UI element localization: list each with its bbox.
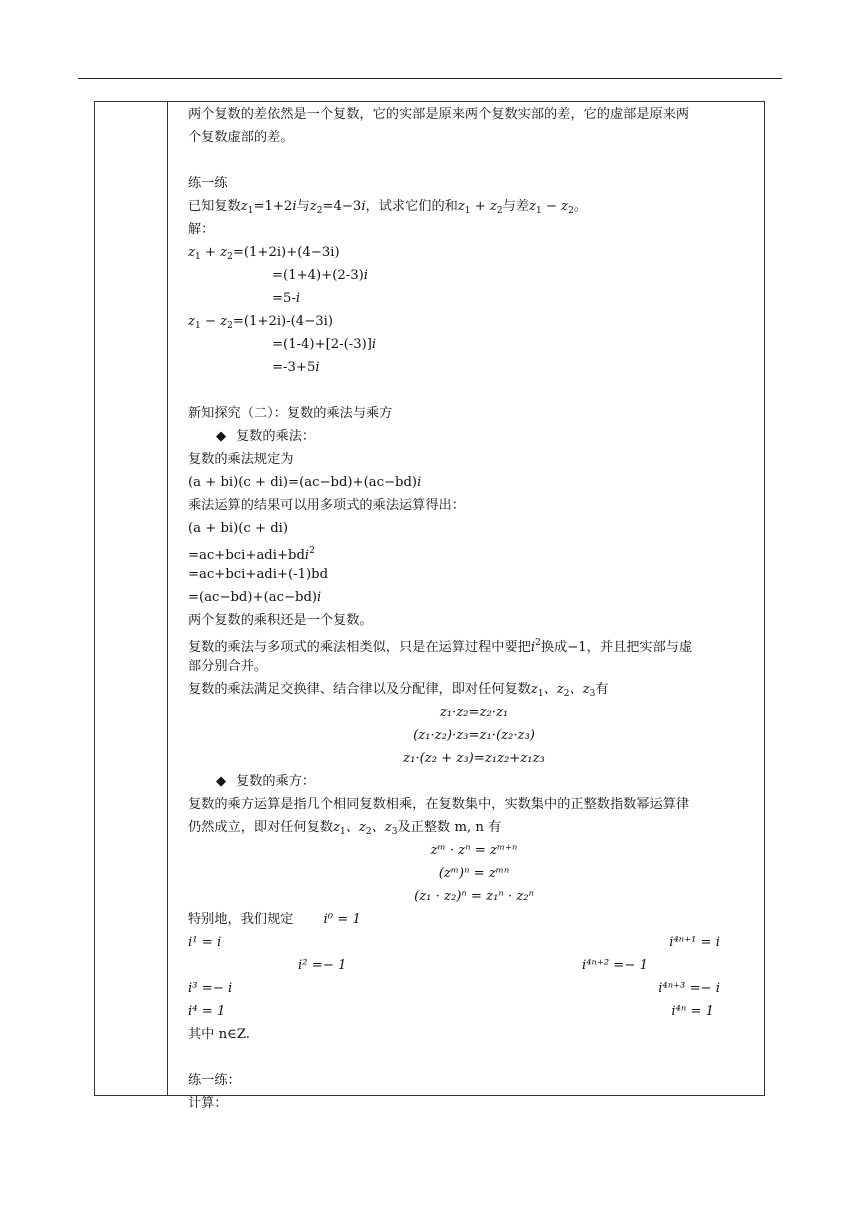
text-line: 复数的乘法规定为: [188, 452, 294, 467]
math-line: =ac+bci+adi+(-1)bd: [188, 567, 329, 582]
section-heading: 新知探究（二）：复数的乘法与乘方: [188, 406, 393, 421]
text-line: 乘法运算的结果可以用多项式的乘法运算得出：: [188, 498, 465, 513]
math-line: =ac+bci+adi+bdi$^2$: [188, 546, 315, 563]
section-heading: 练一练：: [188, 1073, 241, 1088]
exercise-statement: 已知复数$z_1=1+2i$与$z_2=4-3i$，试求它们的和$z_1 + z_2$与差$z_1 - z_2$。: [188, 199, 588, 216]
solution-label: 解：: [188, 222, 215, 237]
math-line: =-3+5i: [272, 360, 320, 375]
power-row: i¹ = i i⁴ⁿ⁺¹ = i: [188, 935, 720, 950]
formula-power-power: (zᵐ)ⁿ = zᵐⁿ: [438, 866, 510, 881]
math-line: =(ac−bd)+(ac−bd)i: [188, 590, 322, 605]
math-line: (a + bi)(c + di): [188, 521, 289, 536]
text-line: 两个复数的乘积还是一个复数。: [188, 613, 373, 628]
table-column-divider: [167, 101, 168, 1096]
formula-distributive: z₁·(z₂ + z₃)=z₁z₂+z₁z₃: [403, 751, 545, 766]
diamond-bullet-icon: ◆: [216, 774, 227, 789]
diamond-bullet-icon: ◆: [216, 429, 227, 444]
math-line: (a + bi)(c + di)=(ac−bd)+(ac−bd)i: [188, 475, 422, 490]
document-body: [188, 103, 760, 1115]
formula-power-product: zᵐ · zⁿ = zᵐ⁺ⁿ: [430, 843, 518, 858]
power-row: i³ =− i i⁴ⁿ⁺³ =− i: [188, 981, 720, 996]
math-line: $z_1 + z_2=(1+2i)+(4-3i)$: [188, 245, 340, 262]
section-heading: 练一练: [188, 176, 228, 191]
text-line: 复数的乘法满足交换律、结合律以及分配律，即对任何复数$z_1$、$z_2$、$z_3$有: [188, 682, 609, 699]
text-line: 部分别合并。: [188, 659, 268, 674]
text-line: 特别地，我们规定 i⁰ = 1: [188, 912, 361, 927]
math-line: =(1-4)+[2-(-3)]i: [272, 337, 377, 352]
text-line: 仍然成立，即对任何复数$z_1$、$z_2$、$z_3$及正整数 m, n 有: [188, 820, 502, 837]
power-row: i⁴ = 1 i⁴ⁿ = 1: [188, 1004, 714, 1019]
text-line: 计算：: [188, 1096, 228, 1111]
math-line: =5-i: [272, 291, 301, 306]
header-rule: [78, 78, 782, 79]
power-row: i² =− 1 i⁴ⁿ⁺² =− 1: [298, 958, 648, 973]
text-line: 其中 n∈Z.: [188, 1027, 250, 1042]
text-line: 个复数虚部的差。: [188, 130, 294, 145]
formula-power-of-product: (z₁ · z₂)ⁿ = z₁ⁿ · z₂ⁿ: [414, 889, 534, 904]
text-line: 复数的乘法与多项式的乘法相类似，只是在运算过程中要把$i^2$换成−1，并且把实部与虚: [188, 638, 693, 655]
bullet-heading: ◆ 复数的乘方：: [188, 770, 760, 793]
text-line: 两个复数的差依然是一个复数，它的实部是原来两个复数实部的差，它的虚部是原来两: [188, 107, 690, 122]
math-line: $z_1 - z_2=(1+2i)-(4-3i)$: [188, 314, 333, 331]
math-line: =(1+4)+(2-3)i: [272, 268, 368, 283]
formula-commutative: z₁·z₂=z₂·z₁: [439, 705, 509, 720]
bullet-heading: ◆ 复数的乘法：: [188, 425, 760, 448]
text-line: 复数的乘方运算是指几个相同复数相乘，在复数集中，实数集中的正整数指数幂运算律: [188, 797, 690, 812]
formula-associative: (z₁·z₂)·z₃=z₁·(z₂·z₃): [413, 728, 535, 743]
